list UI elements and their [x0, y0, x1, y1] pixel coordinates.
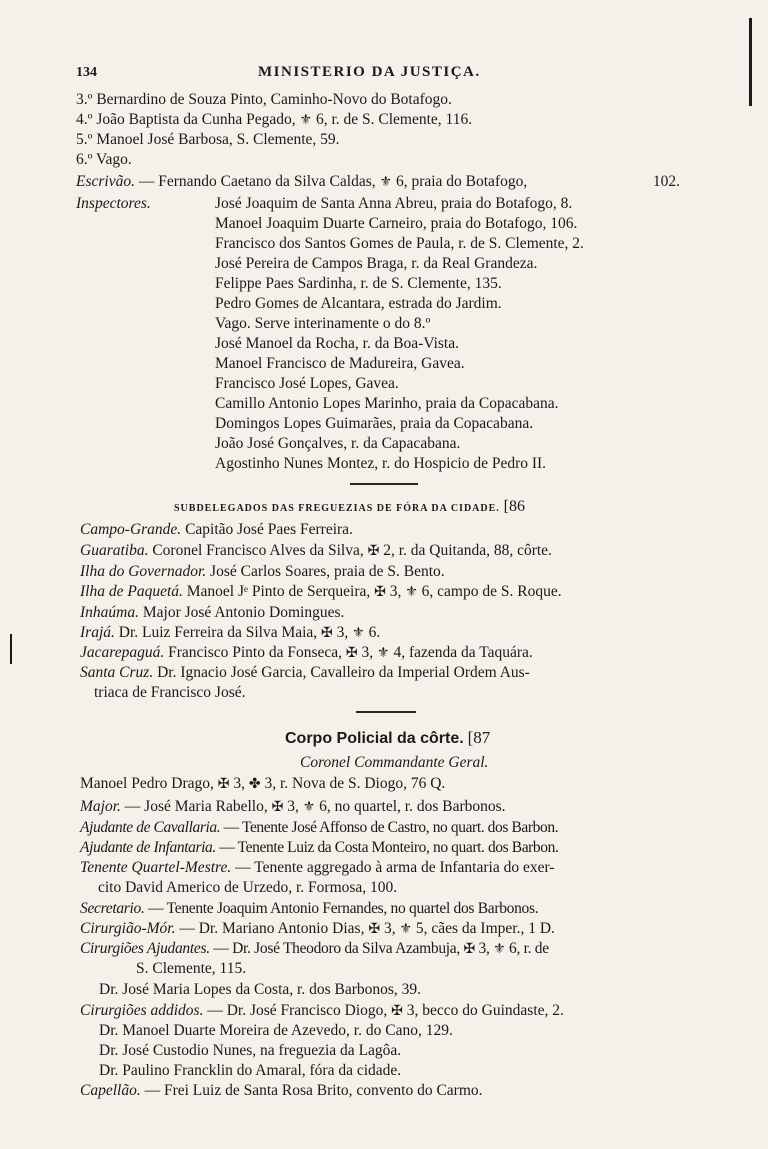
list-item-cont: S. Clemente, 115.: [136, 960, 247, 977]
running-title: MINISTERIO DA JUSTIÇA.: [258, 64, 481, 80]
list-item: Ajudante de Cavallaria. — Tenente José Affonso de Castro, no quart. dos Barbon.: [80, 819, 559, 836]
list-item: Capellão. — Frei Luiz de Santa Rosa Brito, convento do Carmo.: [80, 1082, 483, 1099]
list-item: Cirurgiões addidos. — Dr. José Francisco Diogo, ✠ 3, becco do Guindaste, 2.: [80, 1002, 564, 1019]
divider: [350, 483, 418, 485]
list-item: Irajá. Dr. Luiz Ferreira da Silva Maia, ✠ 3, ⚜ 6.: [80, 624, 381, 641]
corpo-subheading: Coronel Commandante Geral.: [300, 754, 489, 771]
list-item: Inhaúma. Major José Antonio Domingues.: [80, 604, 345, 621]
inspectores-label: Inspectores.: [76, 195, 151, 212]
corpo-heading: Corpo Policial da côrte. [87: [285, 728, 491, 747]
list-item-cont: triaca de Francisco José.: [94, 684, 246, 701]
inspector-text: Vago. Serve interinamente o do 8.º: [215, 315, 431, 332]
cross-icon: ✠: [463, 942, 475, 957]
list-item: Dr. José Custodio Nunes, na freguezia da Lagôa.: [99, 1042, 402, 1059]
cross-icon: ✠: [368, 922, 381, 937]
margin-bar: [749, 18, 752, 106]
order-icon: ⚜: [399, 922, 412, 937]
list-item: Ilha de Paquetá. Manoel Jᵉ Pinto de Serqueira, ✠ 3, ⚜ 6, campo de S. Roque.: [80, 583, 562, 600]
inspector-text: Francisco dos Santos Gomes de Paula, r. de S. Clemente, 2.: [215, 235, 584, 252]
cross-icon: ✠: [367, 544, 380, 559]
inspector-text: João José Gonçalves, r. da Capacabana.: [215, 435, 461, 452]
inspector-text: Francisco José Lopes, Gavea.: [215, 375, 399, 392]
escrivao-line: Escrivão. — Fernando Caetano da Silva Caldas, ⚜ 6, praia do Botafogo, 102.: [76, 173, 680, 190]
list-item: Ilha do Governador. José Carlos Soares, praia de S. Bento.: [80, 563, 445, 580]
inspector-text: José Pereira de Campos Braga, r. da Real Grandeza.: [215, 255, 538, 272]
list-item: Santa Cruz. Dr. Ignacio José Garcia, Cavalleiro da Imperial Ordem Aus-: [80, 664, 530, 681]
list-item: 3.º Bernardino de Souza Pinto, Caminho-Novo do Botafogo.: [76, 91, 452, 108]
order-icon: ⚜: [405, 585, 418, 600]
list-item: Manoel Pedro Drago, ✠ 3, ✤ 3, r. Nova de S. Diogo, 76 Q.: [80, 775, 446, 792]
order-icon: ⚜: [493, 942, 506, 957]
inspector-text: Camillo Antonio Lopes Marinho, praia da Copacabana.: [215, 395, 559, 412]
inspector-text: Manoel Joaquim Duarte Carneiro, praia do Botafogo, 106.: [215, 215, 578, 232]
subdelegados-heading: SUBDELEGADOS DAS FREGUEZIAS DE FÓRA DA CIDADE. [86: [174, 498, 525, 515]
list-item: Dr. Manoel Duarte Moreira de Azevedo, r. do Cano, 129.: [99, 1022, 453, 1039]
order-icon: ⚜: [299, 113, 313, 128]
inspector-text: Felippe Paes Sardinha, r. de S. Clemente, 135.: [215, 275, 502, 292]
list-item: Cirurgiões Ajudantes. — Dr. José Theodoro da Silva Azambuja, ✠ 3, ⚜ 6, r. de: [80, 940, 549, 957]
list-item: 4.º João Baptista da Cunha Pegado, ⚜ 6, r. de S. Clemente, 116.: [76, 111, 473, 128]
inspector-text: José Joaquim de Santa Anna Abreu, praia do Botafogo, 8.: [215, 195, 573, 212]
list-item: Ajudante de Infantaria. — Tenente Luiz da Costa Monteiro, no quart. dos Barbon.: [80, 839, 559, 856]
list-item: 6.º Vago.: [76, 151, 132, 168]
page-number: 134: [76, 65, 97, 80]
list-item: Dr. José Maria Lopes da Costa, r. dos Barbonos, 39.: [99, 981, 422, 998]
list-item: Major. — José Maria Rabello, ✠ 3, ⚜ 6, no quartel, r. dos Barbonos.: [80, 798, 506, 815]
list-item: Campo-Grande. Capitão José Paes Ferreira.: [80, 521, 353, 538]
list-item: Guaratiba. Coronel Francisco Alves da Silva, ✠ 2, r. da Quitanda, 88, côrte.: [80, 542, 552, 559]
divider: [356, 711, 416, 713]
cross-icon: ✠: [217, 777, 230, 792]
list-item: Jacarepaguá. Francisco Pinto da Fonseca, ✠ 3, ⚜ 4, fazenda da Taquára.: [80, 644, 533, 661]
list-item: Cirurgião-Mór. — Dr. Mariano Antonio Dias, ✠ 3, ⚜ 5, cães da Imper., 1 D.: [80, 920, 555, 937]
cross-icon: ✠: [374, 585, 386, 600]
list-item: Dr. Paulino Francklin do Amaral, fóra da cidade.: [99, 1062, 402, 1079]
order-icon: ⚜: [379, 175, 393, 190]
inspector-text: Domingos Lopes Guimarães, praia da Copacabana.: [215, 415, 534, 432]
inspector-text: José Manoel da Rocha, r. da Boa-Vista.: [215, 335, 459, 352]
cross-icon: ✠: [271, 800, 284, 815]
flower-cross-icon: ✤: [248, 777, 261, 792]
cross-icon: ✠: [321, 626, 333, 641]
inspector-text: Manoel Francisco de Madureira, Gavea.: [215, 355, 465, 372]
order-icon: ⚜: [377, 646, 390, 661]
list-item: Secretario. — Tenente Joaquim Antonio Fernandes, no quartel dos Barbonos.: [80, 900, 539, 917]
margin-mark: [10, 634, 12, 664]
order-icon: ⚜: [302, 800, 316, 815]
list-item: 5.º Manoel José Barbosa, S. Clemente, 59.: [76, 131, 340, 148]
list-item-cont: cito David Americo de Urzedo, r. Formosa, 100.: [98, 879, 398, 896]
cross-icon: ✠: [391, 1004, 403, 1019]
order-icon: ⚜: [352, 626, 365, 641]
cross-icon: ✠: [345, 646, 358, 661]
inspector-text: Pedro Gomes de Alcantara, estrada do Jardim.: [215, 295, 502, 312]
list-item: Tenente Quartel-Mestre. — Tenente aggregado à arma de Infantaria do exer-: [80, 859, 555, 876]
inspector-text: Agostinho Nunes Montez, r. do Hospicio de Pedro II.: [215, 455, 547, 472]
